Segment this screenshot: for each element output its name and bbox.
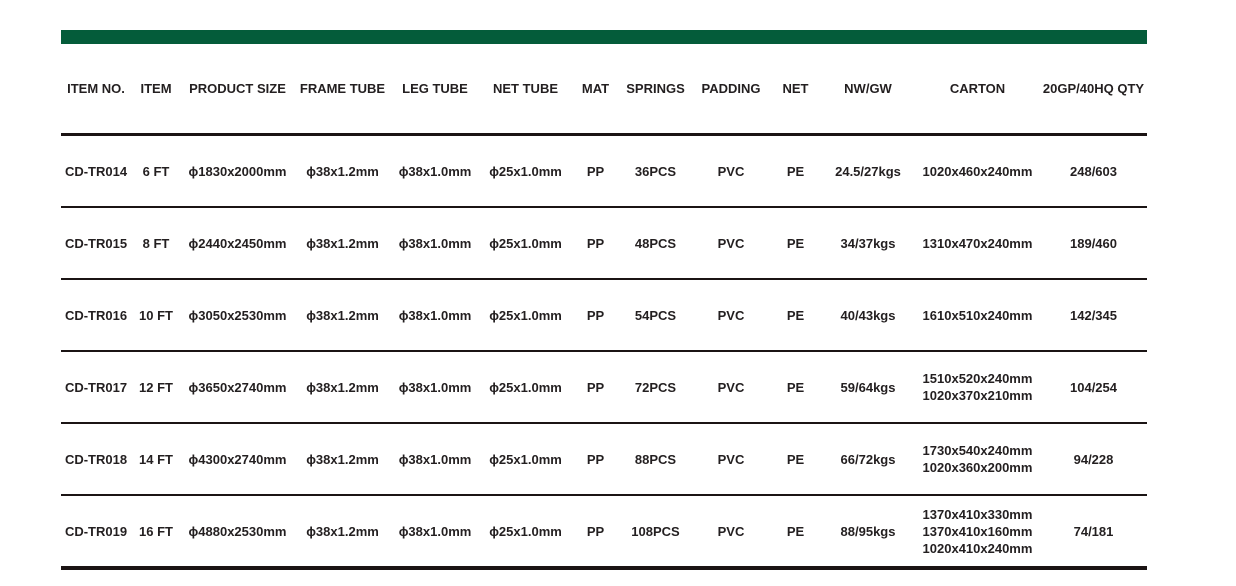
cell-mat: PP bbox=[572, 135, 619, 208]
cell-frame_tube: ϕ38x1.2mm bbox=[294, 207, 391, 279]
cell-item: 10 FT bbox=[131, 279, 181, 351]
cell-leg_tube: ϕ38x1.0mm bbox=[391, 495, 479, 568]
table-row bbox=[61, 495, 1147, 568]
cell-padding: PVC bbox=[692, 279, 770, 351]
product-spec-table bbox=[61, 44, 1147, 570]
cell-net_tube: ϕ25x1.0mm bbox=[479, 495, 572, 568]
header-row bbox=[61, 44, 1147, 135]
cell-product_size: ϕ2440x2450mm bbox=[181, 207, 294, 279]
table-row bbox=[61, 207, 1147, 279]
column-header-carton: CARTON bbox=[915, 44, 1040, 135]
cell-product_size: ϕ3050x2530mm bbox=[181, 279, 294, 351]
cell-product_size: ϕ3650x2740mm bbox=[181, 351, 294, 423]
cell-mat: PP bbox=[572, 423, 619, 495]
cell-padding: PVC bbox=[692, 423, 770, 495]
column-header-leg_tube: LEG TUBE bbox=[391, 44, 479, 135]
cell-springs: 54PCS bbox=[619, 279, 692, 351]
cell-item_no: CD-TR014 bbox=[61, 135, 131, 208]
column-header-mat: MAT bbox=[572, 44, 619, 135]
cell-net: PE bbox=[770, 207, 821, 279]
cell-item: 16 FT bbox=[131, 495, 181, 568]
cell-net_tube: ϕ25x1.0mm bbox=[479, 135, 572, 208]
cell-item: 6 FT bbox=[131, 135, 181, 208]
cell-carton: 1310x470x240mm bbox=[915, 207, 1040, 279]
cell-frame_tube: ϕ38x1.2mm bbox=[294, 135, 391, 208]
cell-nw_gw: 66/72kgs bbox=[821, 423, 915, 495]
cell-nw_gw: 34/37kgs bbox=[821, 207, 915, 279]
spec-content bbox=[61, 30, 1147, 570]
cell-net: PE bbox=[770, 423, 821, 495]
cell-padding: PVC bbox=[692, 495, 770, 568]
cell-item_no: CD-TR016 bbox=[61, 279, 131, 351]
cell-leg_tube: ϕ38x1.0mm bbox=[391, 135, 479, 208]
table-row bbox=[61, 423, 1147, 495]
cell-nw_gw: 59/64kgs bbox=[821, 351, 915, 423]
cell-carton: 1730x540x240mm 1020x360x200mm bbox=[915, 423, 1040, 495]
cell-item_no: CD-TR018 bbox=[61, 423, 131, 495]
cell-springs: 72PCS bbox=[619, 351, 692, 423]
cell-springs: 48PCS bbox=[619, 207, 692, 279]
column-header-nw_gw: NW/GW bbox=[821, 44, 915, 135]
cell-mat: PP bbox=[572, 207, 619, 279]
cell-carton: 1020x460x240mm bbox=[915, 135, 1040, 208]
column-header-item_no: ITEM NO. bbox=[61, 44, 131, 135]
cell-net: PE bbox=[770, 351, 821, 423]
cell-springs: 108PCS bbox=[619, 495, 692, 568]
cell-qty: 74/181 bbox=[1040, 495, 1147, 568]
cell-frame_tube: ϕ38x1.2mm bbox=[294, 279, 391, 351]
cell-padding: PVC bbox=[692, 207, 770, 279]
cell-qty: 94/228 bbox=[1040, 423, 1147, 495]
cell-net_tube: ϕ25x1.0mm bbox=[479, 423, 572, 495]
cell-item_no: CD-TR015 bbox=[61, 207, 131, 279]
cell-carton: 1370x410x330mm 1370x410x160mm 1020x410x240mm bbox=[915, 495, 1040, 568]
cell-leg_tube: ϕ38x1.0mm bbox=[391, 351, 479, 423]
cell-qty: 248/603 bbox=[1040, 135, 1147, 208]
column-header-frame_tube: FRAME TUBE bbox=[294, 44, 391, 135]
cell-springs: 88PCS bbox=[619, 423, 692, 495]
cell-leg_tube: ϕ38x1.0mm bbox=[391, 423, 479, 495]
table-body bbox=[61, 135, 1147, 569]
cell-item: 12 FT bbox=[131, 351, 181, 423]
column-header-net_tube: NET TUBE bbox=[479, 44, 572, 135]
cell-leg_tube: ϕ38x1.0mm bbox=[391, 279, 479, 351]
column-header-qty: 20GP/40HQ QTY bbox=[1040, 44, 1147, 135]
cell-qty: 142/345 bbox=[1040, 279, 1147, 351]
table-row bbox=[61, 135, 1147, 208]
cell-padding: PVC bbox=[692, 135, 770, 208]
table-row bbox=[61, 279, 1147, 351]
cell-item: 8 FT bbox=[131, 207, 181, 279]
cell-padding: PVC bbox=[692, 351, 770, 423]
column-header-springs: SPRINGS bbox=[619, 44, 692, 135]
cell-nw_gw: 40/43kgs bbox=[821, 279, 915, 351]
table-header bbox=[61, 44, 1147, 135]
cell-nw_gw: 24.5/27kgs bbox=[821, 135, 915, 208]
cell-net_tube: ϕ25x1.0mm bbox=[479, 279, 572, 351]
cell-net: PE bbox=[770, 135, 821, 208]
cell-mat: PP bbox=[572, 279, 619, 351]
cell-item: 14 FT bbox=[131, 423, 181, 495]
cell-mat: PP bbox=[572, 495, 619, 568]
cell-nw_gw: 88/95kgs bbox=[821, 495, 915, 568]
cell-item_no: CD-TR017 bbox=[61, 351, 131, 423]
cell-net: PE bbox=[770, 495, 821, 568]
cell-item_no: CD-TR019 bbox=[61, 495, 131, 568]
cell-net: PE bbox=[770, 279, 821, 351]
table-row bbox=[61, 351, 1147, 423]
cell-carton: 1510x520x240mm 1020x370x210mm bbox=[915, 351, 1040, 423]
cell-product_size: ϕ4880x2530mm bbox=[181, 495, 294, 568]
cell-carton: 1610x510x240mm bbox=[915, 279, 1040, 351]
cell-product_size: ϕ1830x2000mm bbox=[181, 135, 294, 208]
column-header-item: ITEM bbox=[131, 44, 181, 135]
cell-qty: 189/460 bbox=[1040, 207, 1147, 279]
cell-qty: 104/254 bbox=[1040, 351, 1147, 423]
column-header-product_size: PRODUCT SIZE bbox=[181, 44, 294, 135]
cell-springs: 36PCS bbox=[619, 135, 692, 208]
cell-frame_tube: ϕ38x1.2mm bbox=[294, 351, 391, 423]
cell-mat: PP bbox=[572, 351, 619, 423]
cell-frame_tube: ϕ38x1.2mm bbox=[294, 423, 391, 495]
column-header-padding: PADDING bbox=[692, 44, 770, 135]
cell-net_tube: ϕ25x1.0mm bbox=[479, 351, 572, 423]
accent-bar bbox=[61, 30, 1147, 44]
cell-leg_tube: ϕ38x1.0mm bbox=[391, 207, 479, 279]
cell-product_size: ϕ4300x2740mm bbox=[181, 423, 294, 495]
cell-frame_tube: ϕ38x1.2mm bbox=[294, 495, 391, 568]
cell-net_tube: ϕ25x1.0mm bbox=[479, 207, 572, 279]
column-header-net: NET bbox=[770, 44, 821, 135]
